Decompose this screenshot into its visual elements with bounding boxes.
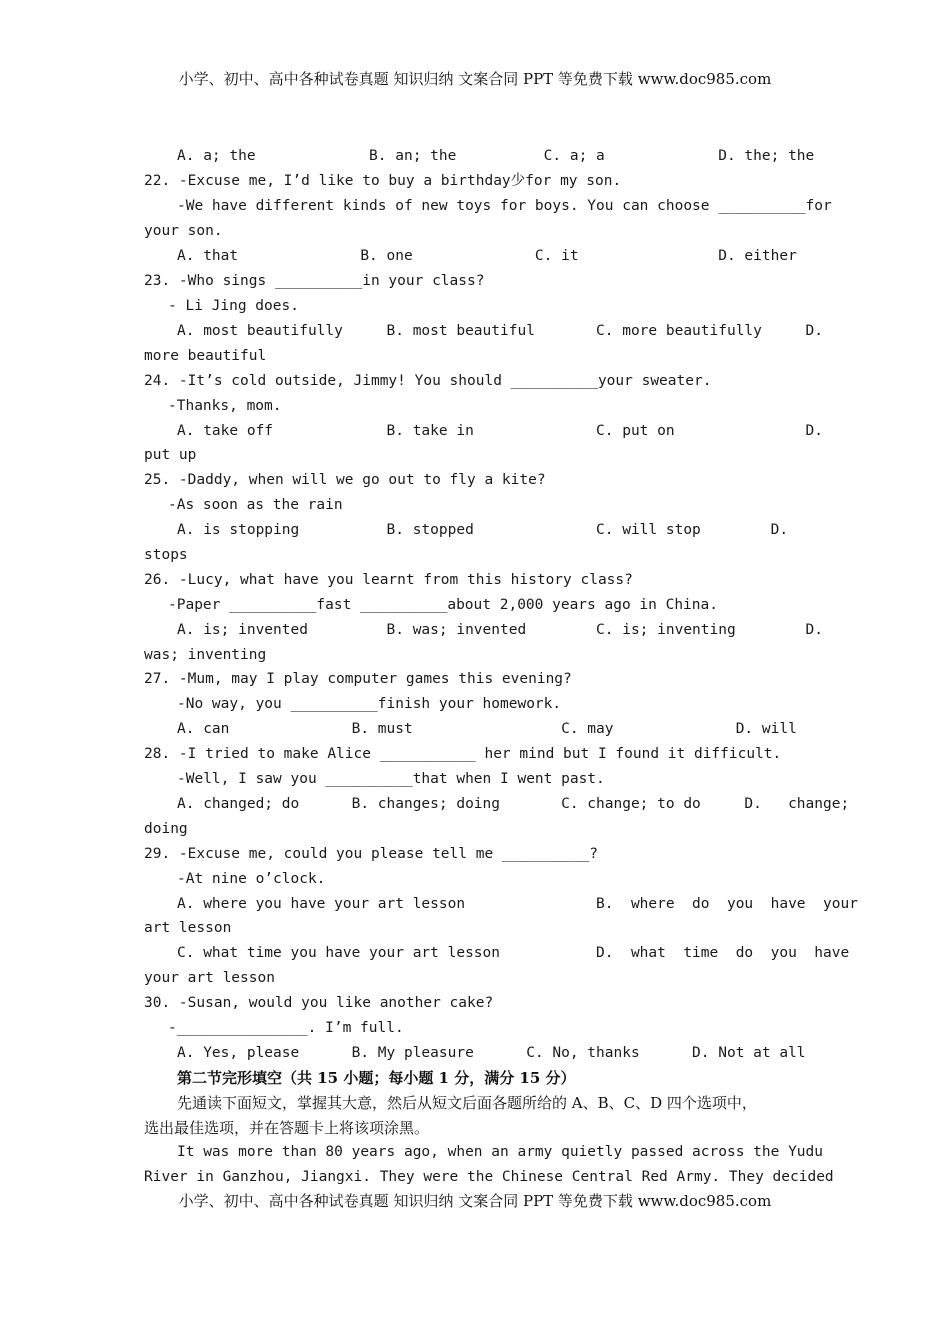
q24-question: 24. -It’s cold outside, Jimmy! You should __________your sweater. [144, 373, 712, 389]
q23-options-cont: more beautiful [144, 348, 267, 364]
q25-answer: -As soon as the rain [168, 497, 343, 513]
q29-question: 29. -Excuse me, could you please tell me __________? [144, 846, 598, 862]
section-title: 第二节完形填空（共 15 小题；每小题 1 分，满分 15 分） [177, 1069, 576, 1087]
q29-options-ab-cont: art lesson [144, 920, 232, 936]
q22-answer: -We have different kinds of new toys for boys. You can choose __________for [177, 198, 832, 214]
q25-question: 25. -Daddy, when will we go out to fly a kite? [144, 472, 546, 488]
passage-line1: It was more than 80 years ago, when an army quietly passed across the Yudu [177, 1144, 824, 1160]
page-header: 小学、初中、高中各种试卷真题 知识归纳 文案合同 PPT 等免费下载 www.doc985.com [178, 70, 772, 88]
q27-options: A. can B. must C. may D. will [177, 721, 797, 737]
section-instructions-line2: 选出最佳选项，并在答题卡上将该项涂黑。 [144, 1119, 430, 1137]
q28-answer: -Well, I saw you __________that when I went past. [177, 771, 605, 787]
q29-answer: -At nine o’clock. [177, 871, 326, 887]
q30-question: 30. -Susan, would you like another cake? [144, 995, 494, 1011]
q25-options-cont: stops [144, 547, 188, 563]
q29-options-cd-cont: your art lesson [144, 970, 275, 986]
passage-line2: River in Ganzhou, Jiangxi. They were the Chinese Central Red Army. They decided [144, 1169, 834, 1185]
section-instructions-line1: 先通读下面短文，掌握其大意，然后从短文后面各题所给的 A、B、C、D 四个选项中， [177, 1094, 757, 1112]
q27-answer: -No way, you __________finish your homework. [177, 696, 562, 712]
q24-options: A. take off B. take in C. put on D. [177, 423, 824, 439]
q23-question: 23. -Who sings __________in your class? [144, 273, 485, 289]
q23-options: A. most beautifully B. most beautiful C. more beautifully D. [177, 323, 824, 339]
q26-answer: -Paper __________fast __________about 2,000 years ago in China. [168, 597, 718, 613]
q29-options-cd: C. what time you have your art lesson D. what time do you have [177, 945, 850, 961]
q21-options: A. a; the B. an; the C. a; a D. the; the [177, 148, 815, 164]
q24-options-cont: put up [144, 447, 197, 463]
q24-answer: -Thanks, mom. [168, 398, 282, 414]
q29-options-ab: A. where you have your art lesson B. where do you have your [177, 896, 858, 912]
q23-answer: - Li Jing does. [168, 298, 299, 314]
q22-options: A. that B. one C. it D. either [177, 248, 797, 264]
q28-question: 28. -I tried to make Alice ___________ her mind but I found it difficult. [144, 746, 782, 762]
q30-options: A. Yes, please B. My pleasure C. No, thanks D. Not at all [177, 1045, 806, 1061]
q26-options-cont: was; inventing [144, 647, 267, 663]
q26-question: 26. -Lucy, what have you learnt from this history class? [144, 572, 633, 588]
q22-question: 22. -Excuse me, I’d like to buy a birthday少for my son. [144, 173, 622, 189]
q28-options-cont: doing [144, 821, 188, 837]
q26-options: A. is; invented B. was; invented C. is; inventing D. [177, 622, 824, 638]
page-footer: 小学、初中、高中各种试卷真题 知识归纳 文案合同 PPT 等免费下载 www.doc985.com [178, 1192, 772, 1210]
q30-answer: -_______________. I’m full. [168, 1020, 404, 1036]
q27-question: 27. -Mum, may I play computer games this evening? [144, 671, 572, 687]
q28-options: A. changed; do B. changes; doing C. change; to do D. change; [177, 796, 850, 812]
q25-options: A. is stopping B. stopped C. will stop D. [177, 522, 789, 538]
q22-answer-cont: your son. [144, 223, 223, 239]
